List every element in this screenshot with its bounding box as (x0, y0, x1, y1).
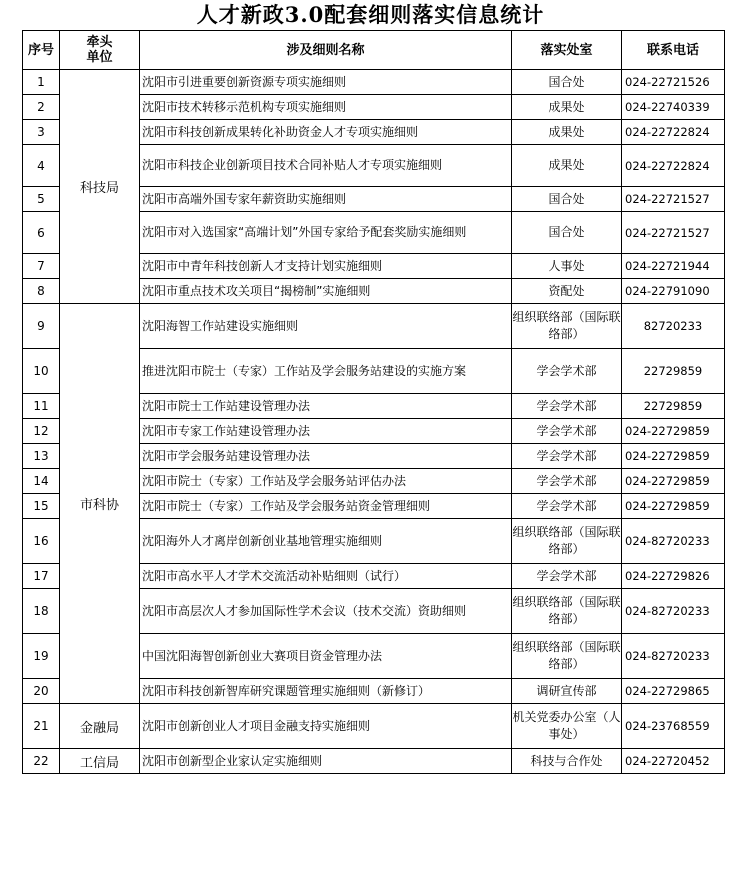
row-index: 13 (23, 444, 60, 469)
header-phone: 联系电话 (622, 31, 725, 70)
responsible-office: 组织联络部（国际联络部） (512, 589, 622, 634)
responsible-office: 学会学术部 (512, 469, 622, 494)
contact-phone: 22729859 (622, 394, 725, 419)
header-unit-label: 牵头 单位 (86, 35, 113, 65)
rule-name: 沈阳市中青年科技创新人才支持计划实施细则 (140, 254, 512, 279)
header-row (23, 31, 725, 70)
rule-name: 沈阳市创新型企业家认定实施细则 (140, 749, 512, 774)
row-index: 22 (23, 749, 60, 774)
header-office: 落实处室 (512, 31, 622, 70)
row-index: 14 (23, 469, 60, 494)
responsible-office: 组织联络部（国际联络部） (512, 634, 622, 679)
row-index: 2 (23, 95, 60, 120)
page-title: 人才新政3.0配套细则落实信息统计 (196, 2, 545, 27)
contact-phone: 024-22720452 (622, 749, 725, 774)
contact-phone: 024-22721527 (622, 212, 725, 254)
row-index: 16 (23, 519, 60, 564)
table-row (23, 704, 725, 749)
rule-name: 沈阳市重点技术攻关项目“揭榜制”实施细则 (140, 279, 512, 304)
responsible-office: 学会学术部 (512, 444, 622, 469)
responsible-office: 科技与合作处 (512, 749, 622, 774)
row-index: 5 (23, 187, 60, 212)
row-index: 19 (23, 634, 60, 679)
contact-phone: 024-22722824 (622, 145, 725, 187)
row-index: 20 (23, 679, 60, 704)
rule-name: 沈阳海外人才离岸创新创业基地管理实施细则 (140, 519, 512, 564)
row-index: 12 (23, 419, 60, 444)
rule-name: 沈阳市引进重要创新资源专项实施细则 (140, 70, 512, 95)
header-name: 涉及细则名称 (140, 31, 512, 70)
row-index: 21 (23, 704, 60, 749)
contact-phone: 024-22729859 (622, 494, 725, 519)
responsible-office: 学会学术部 (512, 349, 622, 394)
lead-unit: 金融局 (60, 704, 140, 749)
row-index: 7 (23, 254, 60, 279)
responsible-office: 成果处 (512, 145, 622, 187)
contact-phone: 024-22721526 (622, 70, 725, 95)
rule-name: 沈阳市技术转移示范机构专项实施细则 (140, 95, 512, 120)
lead-unit: 科技局 (60, 70, 140, 304)
table-row (23, 749, 725, 774)
contact-phone: 024-82720233 (622, 589, 725, 634)
rule-name: 沈阳市创新创业人才项目金融支持实施细则 (140, 704, 512, 749)
responsible-office: 学会学术部 (512, 564, 622, 589)
contact-phone: 024-22722824 (622, 120, 725, 145)
responsible-office: 组织联络部（国际联络部） (512, 304, 622, 349)
rule-name: 沈阳海智工作站建设实施细则 (140, 304, 512, 349)
contact-phone: 024-22729826 (622, 564, 725, 589)
row-index: 3 (23, 120, 60, 145)
responsible-office: 机关党委办公室（人事处） (512, 704, 622, 749)
row-index: 6 (23, 212, 60, 254)
row-index: 4 (23, 145, 60, 187)
contact-phone: 024-22740339 (622, 95, 725, 120)
rule-name: 沈阳市对入选国家“高端计划”外国专家给予配套奖励实施细则 (140, 212, 512, 254)
rule-name: 沈阳市学会服务站建设管理办法 (140, 444, 512, 469)
lead-unit: 工信局 (60, 749, 140, 774)
table-row (23, 304, 725, 349)
contact-phone: 024-22729859 (622, 444, 725, 469)
contact-phone: 024-23768559 (622, 704, 725, 749)
rule-name: 沈阳市专家工作站建设管理办法 (140, 419, 512, 444)
responsible-office: 国合处 (512, 70, 622, 95)
rule-name: 推进沈阳市院士（专家）工作站及学会服务站建设的实施方案 (140, 349, 512, 394)
responsible-office: 国合处 (512, 187, 622, 212)
rule-name: 沈阳市院士（专家）工作站及学会服务站评估办法 (140, 469, 512, 494)
contact-phone: 024-22729859 (622, 469, 725, 494)
row-index: 1 (23, 70, 60, 95)
contact-phone: 024-22729865 (622, 679, 725, 704)
header-index: 序号 (23, 31, 60, 70)
contact-phone: 024-22791090 (622, 279, 725, 304)
responsible-office: 调研宣传部 (512, 679, 622, 704)
lead-unit: 市科协 (60, 304, 140, 704)
rule-name: 沈阳市高端外国专家年薪资助实施细则 (140, 187, 512, 212)
responsible-office: 学会学术部 (512, 494, 622, 519)
row-index: 9 (23, 304, 60, 349)
responsible-office: 成果处 (512, 95, 622, 120)
responsible-office: 国合处 (512, 212, 622, 254)
row-index: 18 (23, 589, 60, 634)
table-row (23, 70, 725, 95)
row-index: 8 (23, 279, 60, 304)
contact-phone: 024-82720233 (622, 634, 725, 679)
responsible-office: 学会学术部 (512, 419, 622, 444)
responsible-office: 学会学术部 (512, 394, 622, 419)
row-index: 15 (23, 494, 60, 519)
contact-phone: 024-22721527 (622, 187, 725, 212)
contact-phone: 22729859 (622, 349, 725, 394)
header-unit (60, 31, 140, 70)
rule-name: 沈阳市科技创新成果转化补助资金人才专项实施细则 (140, 120, 512, 145)
contact-phone: 024-22721944 (622, 254, 725, 279)
responsible-office: 成果处 (512, 120, 622, 145)
contact-phone: 82720233 (622, 304, 725, 349)
rule-name: 沈阳市科技企业创新项目技术合同补贴人才专项实施细则 (140, 145, 512, 187)
rule-name: 沈阳市院士工作站建设管理办法 (140, 394, 512, 419)
responsible-office: 人事处 (512, 254, 622, 279)
row-index: 10 (23, 349, 60, 394)
responsible-office: 资配处 (512, 279, 622, 304)
rule-name: 沈阳市高水平人才学术交流活动补贴细则（试行） (140, 564, 512, 589)
row-index: 17 (23, 564, 60, 589)
contact-phone: 024-82720233 (622, 519, 725, 564)
rule-name: 沈阳市院士（专家）工作站及学会服务站资金管理细则 (140, 494, 512, 519)
responsible-office: 组织联络部（国际联络部） (512, 519, 622, 564)
row-index: 11 (23, 394, 60, 419)
table-body (23, 70, 725, 774)
rule-name: 中国沈阳海智创新创业大赛项目资金管理办法 (140, 634, 512, 679)
rule-name: 沈阳市高层次人才参加国际性学术会议（技术交流）资助细则 (140, 589, 512, 634)
contact-phone: 024-22729859 (622, 419, 725, 444)
rule-name: 沈阳市科技创新智库研究课题管理实施细则（新修订） (140, 679, 512, 704)
policy-table (22, 30, 725, 774)
